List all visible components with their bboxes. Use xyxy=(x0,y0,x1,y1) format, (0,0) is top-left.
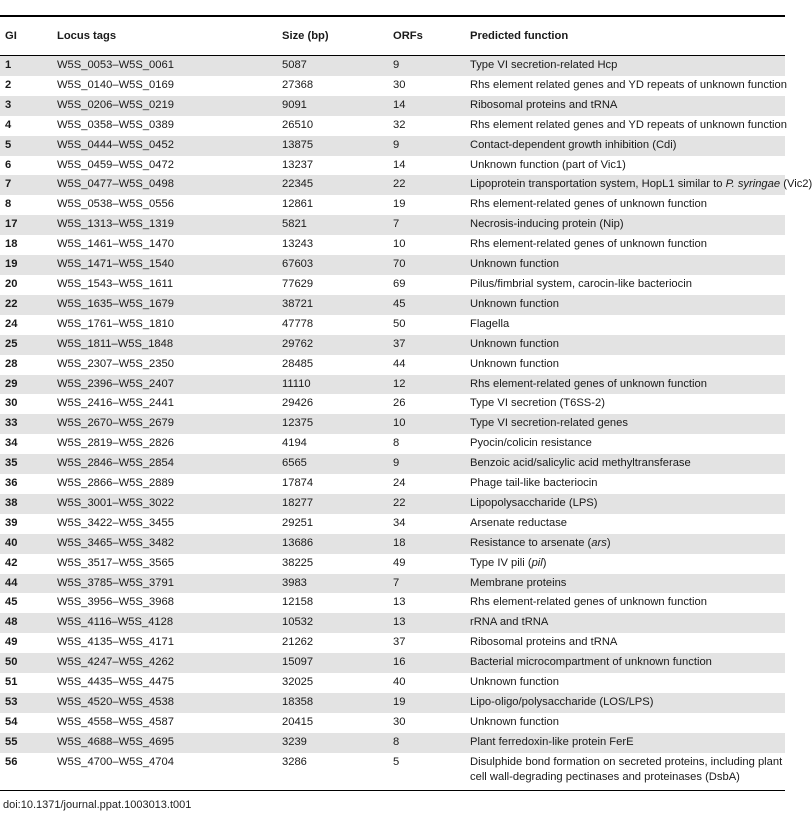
cell-orfs: 9 xyxy=(388,454,465,474)
table-row xyxy=(0,534,785,554)
header-row xyxy=(0,17,785,56)
cell-size: 27368 xyxy=(282,78,314,91)
header-orfs: ORFs xyxy=(388,17,465,56)
cell-predicted-function: Unknown function xyxy=(470,676,559,689)
cell-locus-tags: W5S_2307–W5S_2350 xyxy=(57,357,174,370)
cell-predicted-function: Unknown function xyxy=(465,255,785,275)
cell-gi: 1 xyxy=(0,56,52,76)
cell-locus-tags: W5S_3465–W5S_3482 xyxy=(52,534,277,554)
cell-locus-tags: W5S_1761–W5S_1810 xyxy=(57,317,174,330)
cell-size: 13686 xyxy=(277,534,388,554)
cell-locus-tags: W5S_3517–W5S_3565 xyxy=(57,556,174,569)
cell-gi: 36 xyxy=(5,477,18,490)
cell-locus-tags: W5S_1543–W5S_1611 xyxy=(57,277,174,290)
table-row xyxy=(0,295,785,315)
cell-predicted-function: Rhs element related genes and YD repeats of unknown function xyxy=(470,118,787,131)
cell-predicted-function: Type VI secretion-related genes xyxy=(465,414,785,434)
table-row xyxy=(0,574,785,594)
table-row xyxy=(0,633,785,653)
cell-locus-tags: W5S_4688–W5S_4695 xyxy=(52,733,277,753)
cell-size: 13237 xyxy=(282,158,314,171)
cell-locus-tags: W5S_2819–W5S_2826 xyxy=(57,437,174,450)
cell-predicted-function: Rhs element-related genes of unknown function xyxy=(465,375,785,395)
cell-predicted-function: Flagella xyxy=(470,317,510,330)
cell-size: 18358 xyxy=(277,693,388,713)
cell-predicted-function: Rhs element related genes and YD repeats of unknown function xyxy=(470,78,787,91)
cell-orfs: 9 xyxy=(388,136,465,156)
cell-gi: 24 xyxy=(5,317,18,330)
cell-size: 12158 xyxy=(282,596,314,609)
cell-size: 3286 xyxy=(282,755,307,768)
cell-size: 20415 xyxy=(282,715,314,728)
cell-orfs: 49 xyxy=(393,556,406,569)
table-row xyxy=(0,76,785,96)
cell-predicted-function: Arsenate reductase xyxy=(470,516,568,529)
cell-gi: 6 xyxy=(5,158,12,171)
cell-locus-tags: W5S_3956–W5S_3968 xyxy=(57,596,174,609)
cell-orfs: 37 xyxy=(393,636,406,649)
table-row xyxy=(0,215,785,235)
cell-size: 38721 xyxy=(277,295,388,315)
cell-locus-tags: W5S_0459–W5S_0472 xyxy=(57,158,174,171)
cell-locus-tags: W5S_0538–W5S_0556 xyxy=(57,198,174,211)
table-row xyxy=(0,116,785,136)
cell-gi: 30 xyxy=(5,397,18,410)
cell-locus-tags: W5S_4700–W5S_4704 xyxy=(57,755,174,768)
cell-size: 47778 xyxy=(282,317,314,330)
cell-size: 12375 xyxy=(277,414,388,434)
table-row xyxy=(0,454,785,474)
cell-size: 38225 xyxy=(282,556,314,569)
cell-gi: 18 xyxy=(5,238,18,251)
cell-size: 67603 xyxy=(277,255,388,275)
cell-orfs: 22 xyxy=(388,494,465,514)
cell-predicted-function: Pilus/fimbrial system, carocin-like bacteriocin xyxy=(470,277,692,290)
cell-orfs: 8 xyxy=(393,437,400,450)
cell-gi: 35 xyxy=(0,454,52,474)
cell-predicted-function: Membrane proteins xyxy=(465,574,785,594)
cell-orfs: 7 xyxy=(388,574,465,594)
cell-gi: 7 xyxy=(0,175,52,195)
cell-orfs: 19 xyxy=(388,693,465,713)
cell-predicted-function: Necrosis-inducing protein (Nip) xyxy=(465,215,785,235)
table-row xyxy=(0,733,785,753)
cell-locus-tags: W5S_2846–W5S_2854 xyxy=(52,454,277,474)
cell-gi: 54 xyxy=(5,715,18,728)
cell-gi: 29 xyxy=(0,375,52,395)
cell-locus-tags: W5S_1471–W5S_1540 xyxy=(52,255,277,275)
cell-orfs: 10 xyxy=(388,414,465,434)
cell-gi: 20 xyxy=(5,277,18,290)
cell-orfs: 19 xyxy=(393,198,406,211)
cell-gi: 39 xyxy=(5,516,18,529)
cell-gi: 53 xyxy=(0,693,52,713)
cell-predicted-function: Lipopolysaccharide (LPS) xyxy=(465,494,785,514)
cell-orfs: 30 xyxy=(393,715,406,728)
table-row xyxy=(0,434,785,454)
cell-size: 22345 xyxy=(277,175,388,195)
cell-size: 28485 xyxy=(282,357,314,370)
cell-orfs: 22 xyxy=(388,175,465,195)
cell-locus-tags: W5S_0206–W5S_0219 xyxy=(52,96,277,116)
cell-gi: 42 xyxy=(5,556,18,569)
cell-size: 3239 xyxy=(277,733,388,753)
cell-size: 17874 xyxy=(282,477,314,490)
table-row xyxy=(0,235,785,255)
table-row xyxy=(0,653,785,673)
cell-size: 3983 xyxy=(277,574,388,594)
table-row xyxy=(0,136,785,156)
cell-orfs: 30 xyxy=(393,78,406,91)
cell-size: 10532 xyxy=(277,613,388,633)
cell-gi: 3 xyxy=(0,96,52,116)
cell-orfs: 70 xyxy=(388,255,465,275)
cell-orfs: 8 xyxy=(388,733,465,753)
table-row xyxy=(0,474,785,494)
cell-orfs: 44 xyxy=(393,357,406,370)
cell-locus-tags: W5S_4247–W5S_4262 xyxy=(52,653,277,673)
cell-locus-tags: W5S_0358–W5S_0389 xyxy=(57,118,174,131)
cell-locus-tags: W5S_1635–W5S_1679 xyxy=(52,295,277,315)
cell-locus-tags: W5S_4558–W5S_4587 xyxy=(57,715,174,728)
cell-gi: 8 xyxy=(5,198,12,211)
table-row xyxy=(0,275,785,295)
table-row xyxy=(0,175,785,195)
cell-size: 29762 xyxy=(277,335,388,355)
cell-predicted-function: Rhs element-related genes of unknown function xyxy=(470,198,707,211)
cell-size: 29251 xyxy=(282,516,314,529)
cell-predicted-function: Phage tail-like bacteriocin xyxy=(470,477,598,490)
cell-size: 18277 xyxy=(277,494,388,514)
cell-predicted-function: Ribosomal proteins and tRNA xyxy=(465,96,785,116)
cell-predicted-function: Unknown function xyxy=(470,357,559,370)
cell-orfs: 14 xyxy=(388,96,465,116)
cell-locus-tags: W5S_3001–W5S_3022 xyxy=(52,494,277,514)
cell-orfs: 12 xyxy=(388,375,465,395)
cell-predicted-function: Bacterial microcompartment of unknown function xyxy=(465,653,785,673)
cell-gi: 48 xyxy=(0,613,52,633)
table-row xyxy=(0,753,785,790)
cell-size: 12861 xyxy=(282,198,314,211)
cell-locus-tags: W5S_3785–W5S_3791 xyxy=(52,574,277,594)
cell-size: 5821 xyxy=(277,215,388,235)
cell-gi: 2 xyxy=(5,78,12,91)
cell-orfs: 32 xyxy=(393,118,406,131)
cell-size: 29426 xyxy=(282,397,314,410)
table-row xyxy=(0,554,785,574)
cell-predicted-function: Unknown function xyxy=(465,295,785,315)
cell-gi: 22 xyxy=(0,295,52,315)
cell-gi: 4 xyxy=(5,118,12,131)
cell-gi: 45 xyxy=(5,596,18,609)
cell-gi: 49 xyxy=(5,636,18,649)
cell-orfs: 9 xyxy=(388,56,465,76)
cell-gi: 19 xyxy=(0,255,52,275)
cell-predicted-function: Lipo-oligo/polysaccharide (LOS/LPS) xyxy=(465,693,785,713)
cell-orfs: 16 xyxy=(388,653,465,673)
cell-orfs: 13 xyxy=(388,613,465,633)
table-row xyxy=(0,156,785,176)
table-row xyxy=(0,315,785,335)
cell-size: 6565 xyxy=(277,454,388,474)
cell-gi: 28 xyxy=(5,357,18,370)
table-row xyxy=(0,713,785,733)
cell-gi: 44 xyxy=(0,574,52,594)
cell-gi: 51 xyxy=(5,676,18,689)
cell-predicted-function: Type IV pili (pil) xyxy=(470,556,547,569)
cell-predicted-function: Unknown function xyxy=(465,335,785,355)
cell-size: 26510 xyxy=(282,118,314,131)
cell-orfs: 24 xyxy=(393,477,406,490)
cell-orfs: 5 xyxy=(393,755,400,768)
cell-predicted-function: Unknown function xyxy=(470,715,559,728)
cell-predicted-function: Lipoprotein transportation system, HopL1 similar to P. syringae (Vic2) xyxy=(465,175,785,195)
table-body xyxy=(0,56,812,790)
cell-locus-tags: W5S_1313–W5S_1319 xyxy=(52,215,277,235)
header-locus-tags: Locus tags xyxy=(52,17,277,56)
cell-orfs: 50 xyxy=(393,317,406,330)
cell-gi: 17 xyxy=(0,215,52,235)
cell-orfs: 34 xyxy=(393,516,406,529)
cell-predicted-function: Contact-dependent growth inhibition (Cdi) xyxy=(465,136,785,156)
cell-gi: 56 xyxy=(5,755,18,768)
cell-gi: 50 xyxy=(0,653,52,673)
cell-predicted-function: rRNA and tRNA xyxy=(465,613,785,633)
cell-locus-tags: W5S_0140–W5S_0169 xyxy=(57,78,174,91)
cell-gi: 5 xyxy=(0,136,52,156)
cell-locus-tags: W5S_2866–W5S_2889 xyxy=(57,477,174,490)
cell-gi: 33 xyxy=(0,414,52,434)
cell-predicted-function: Type VI secretion-related Hcp xyxy=(465,56,785,76)
header-predicted-function: Predicted function xyxy=(465,17,785,56)
cell-predicted-function: Disulphide bond formation on secreted proteins, including plant cell wall-degrading pectinases and proteinases (DsbA) xyxy=(470,755,783,783)
cell-locus-tags: W5S_4135–W5S_4171 xyxy=(57,636,174,649)
cell-orfs: 45 xyxy=(388,295,465,315)
cell-predicted-function: Rhs element-related genes of unknown function xyxy=(470,238,707,251)
cell-orfs: 13 xyxy=(393,596,406,609)
cell-predicted-function: Plant ferredoxin-like protein FerE xyxy=(465,733,785,753)
header-size: Size (bp) xyxy=(277,17,388,56)
cell-orfs: 26 xyxy=(393,397,406,410)
table-row xyxy=(0,355,785,375)
table-row xyxy=(0,56,785,76)
cell-orfs: 10 xyxy=(393,238,406,251)
cell-predicted-function: Type VI secretion (T6SS-2) xyxy=(470,397,605,410)
cell-locus-tags: W5S_2670–W5S_2679 xyxy=(52,414,277,434)
cell-gi: 38 xyxy=(0,494,52,514)
cell-size: 13243 xyxy=(282,238,314,251)
cell-orfs: 7 xyxy=(388,215,465,235)
cell-orfs: 18 xyxy=(388,534,465,554)
cell-locus-tags: W5S_4520–W5S_4538 xyxy=(52,693,277,713)
cell-locus-tags: W5S_0477–W5S_0498 xyxy=(52,175,277,195)
table-row xyxy=(0,673,785,693)
cell-locus-tags: W5S_2416–W5S_2441 xyxy=(57,397,174,410)
table-row xyxy=(0,394,785,414)
table-row xyxy=(0,593,785,613)
cell-locus-tags: W5S_4435–W5S_4475 xyxy=(57,676,174,689)
table-row xyxy=(0,414,785,434)
table-row xyxy=(0,514,785,534)
cell-locus-tags: W5S_1811–W5S_1848 xyxy=(52,335,277,355)
cell-size: 9091 xyxy=(277,96,388,116)
cell-gi: 25 xyxy=(0,335,52,355)
table-row xyxy=(0,335,785,355)
cell-orfs: 37 xyxy=(388,335,465,355)
cell-size: 5087 xyxy=(277,56,388,76)
cell-orfs: 14 xyxy=(393,158,406,171)
cell-gi: 34 xyxy=(5,437,18,450)
table-row xyxy=(0,255,785,275)
header-gi: GI xyxy=(0,17,52,56)
table-row xyxy=(0,375,785,395)
cell-locus-tags: W5S_3422–W5S_3455 xyxy=(57,516,174,529)
cell-predicted-function: Unknown function (part of Vic1) xyxy=(470,158,626,171)
cell-locus-tags: W5S_1461–W5S_1470 xyxy=(57,238,174,251)
cell-predicted-function: Benzoic acid/salicylic acid methyltransferase xyxy=(465,454,785,474)
cell-locus-tags: W5S_4116–W5S_4128 xyxy=(52,613,277,633)
doi-caption: doi:10.1371/journal.ppat.1003013.t001 xyxy=(3,798,192,811)
cell-size: 32025 xyxy=(282,676,314,689)
cell-gi: 55 xyxy=(0,733,52,753)
table-row xyxy=(0,195,785,215)
cell-locus-tags: W5S_0444–W5S_0452 xyxy=(52,136,277,156)
cell-predicted-function: Rhs element-related genes of unknown function xyxy=(470,596,707,609)
genomic-islands-table xyxy=(0,17,812,790)
table-row xyxy=(0,693,785,713)
cell-size: 77629 xyxy=(282,277,314,290)
table-row xyxy=(0,613,785,633)
cell-orfs: 69 xyxy=(393,277,406,290)
cell-predicted-function: Resistance to arsenate (ars) xyxy=(465,534,785,554)
cell-size: 11110 xyxy=(277,375,388,395)
cell-size: 13875 xyxy=(277,136,388,156)
cell-size: 4194 xyxy=(282,437,307,450)
cell-size: 21262 xyxy=(282,636,314,649)
table-container xyxy=(0,15,812,811)
table-row xyxy=(0,494,785,514)
cell-locus-tags: W5S_0053–W5S_0061 xyxy=(52,56,277,76)
table-row xyxy=(0,96,785,116)
cell-predicted-function: Ribosomal proteins and tRNA xyxy=(470,636,618,649)
cell-size: 15097 xyxy=(277,653,388,673)
cell-predicted-function: Pyocin/colicin resistance xyxy=(470,437,592,450)
cell-orfs: 40 xyxy=(393,676,406,689)
cell-locus-tags: W5S_2396–W5S_2407 xyxy=(52,375,277,395)
cell-gi: 40 xyxy=(0,534,52,554)
